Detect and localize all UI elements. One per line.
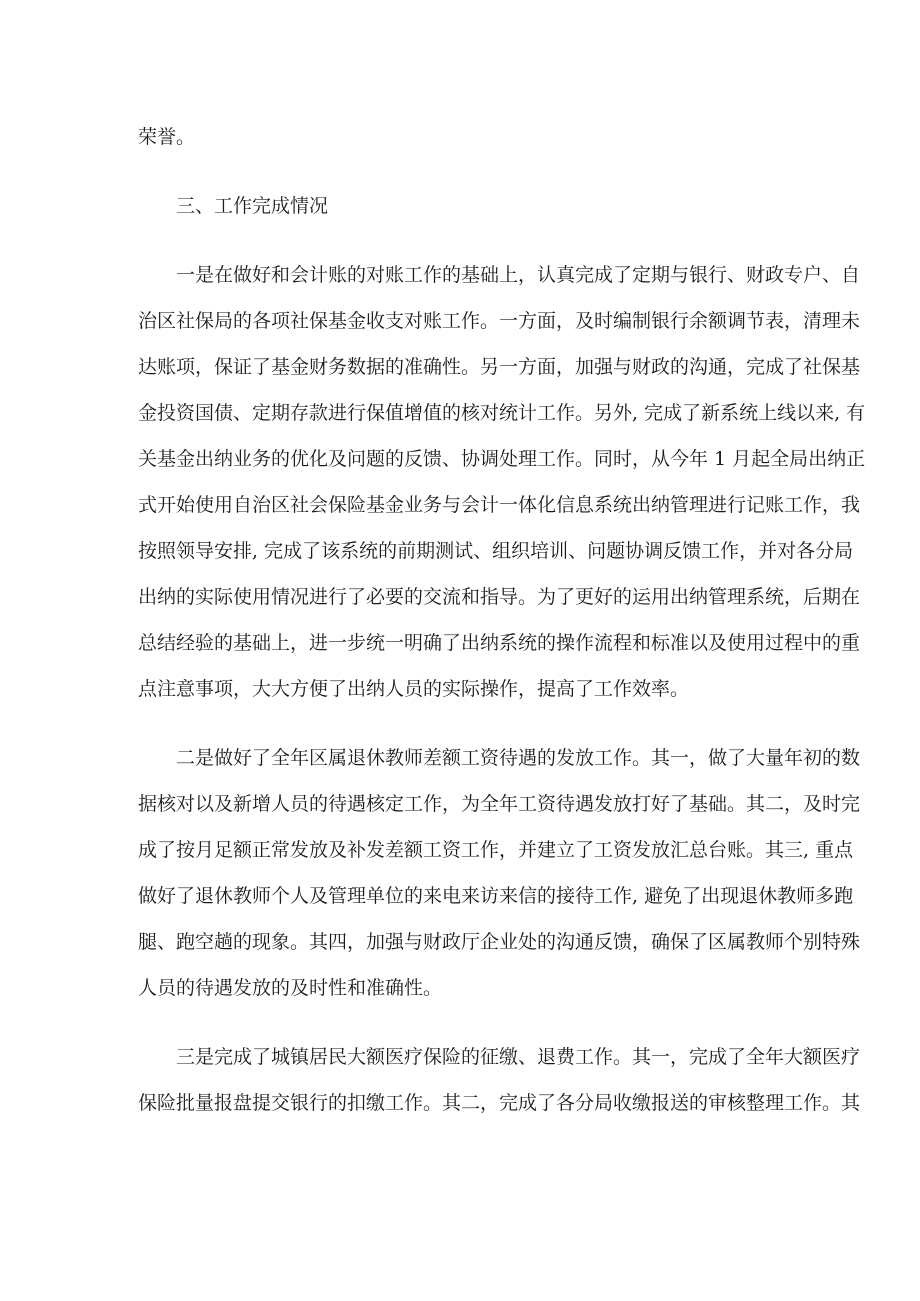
section-heading: 三、工作完成情况 bbox=[176, 195, 329, 217]
paragraph-line: 式开始使用自治区社会保险基金业务与会计一体化信息系统出纳管理进行记账工作，我 bbox=[138, 494, 861, 516]
paragraph-line: 保险批量报盘提交银行的扣缴工作。其二，完成了各分局收缴报送的审核整理工作。其 bbox=[138, 1092, 861, 1114]
paragraph-line: 二是做好了全年区属退休教师差额工资待遇的发放工作。其一，做了大量年初的数 bbox=[176, 747, 861, 769]
paragraph-line: 人员的待遇发放的及时性和准确性。 bbox=[138, 977, 443, 999]
paragraph-line: 做好了退休教师个人及管理单位的来电来访来信的接待工作, 避免了出现退休教师多跑 bbox=[138, 885, 854, 907]
paragraph-line: 点注意事项，大大方便了出纳人员的实际操作，提高了工作效率。 bbox=[138, 678, 690, 700]
paragraph-line: 出纳的实际使用情况进行了必要的交流和指导。为了更好的运用出纳管理系统，后期在 bbox=[138, 586, 861, 608]
paragraph-line: 按照领导安排, 完成了该系统的前期测试、组织培训、问题协调反馈工作，并对各分局 bbox=[138, 540, 854, 562]
paragraph-line: 治区社保局的各项社保基金收支对账工作。一方面，及时编制银行余额调节表，清理未 bbox=[138, 310, 861, 332]
paragraph-line: 据核对以及新增人员的待遇核定工作，为全年工资待遇发放打好了基础。其二，及时完 bbox=[138, 793, 861, 815]
paragraph-line: 一是在做好和会计账的对账工作的基础上，认真完成了定期与银行、财政专户、自 bbox=[176, 264, 861, 286]
paragraph-line: 三是完成了城镇居民大额医疗保险的征缴、退费工作。其一，完成了全年大额医疗 bbox=[176, 1046, 861, 1068]
paragraph-line: 成了按月足额正常发放及补发差额工资工作，并建立了工资发放汇总台账。其三, 重点 bbox=[138, 839, 854, 861]
paragraph-line: 腿、跑空趟的现象。其四，加强与财政厅企业处的沟通反馈，确保了区属教师个别特殊 bbox=[138, 931, 861, 953]
paragraph-line: 关基金出纳业务的优化及问题的反馈、协调处理工作。同时，从今年 1 月起全局出纳正 bbox=[138, 448, 866, 470]
paragraph-line: 达账项，保证了基金财务数据的准确性。另一方面，加强与财政的沟通，完成了社保基 bbox=[138, 356, 861, 378]
fragment-line: 荣誉。 bbox=[138, 126, 196, 148]
paragraph-line: 总结经验的基础上，进一步统一明确了出纳系统的操作流程和标准以及使用过程中的重 bbox=[138, 632, 861, 654]
paragraph-line: 金投资国债、定期存款进行保值增值的核对统计工作。另外, 完成了新系统上线以来, 有 bbox=[138, 402, 866, 424]
